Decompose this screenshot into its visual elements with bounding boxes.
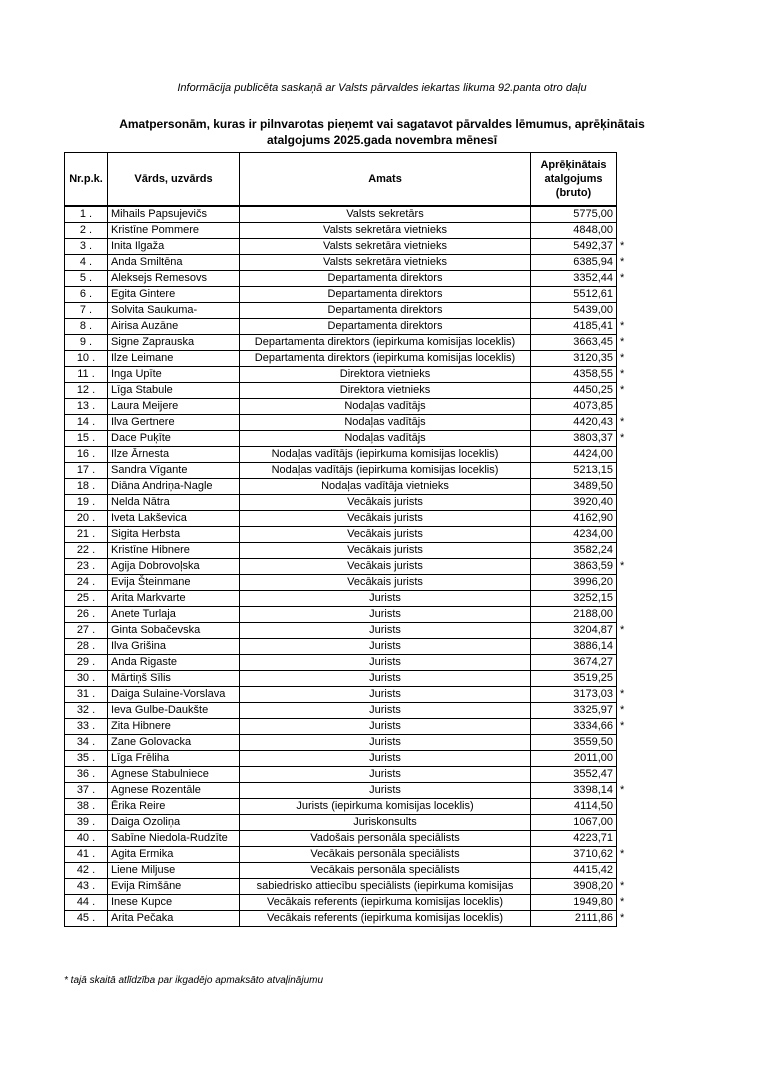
row-salary: 4234,00 <box>531 526 617 542</box>
row-name: Mihails Papsujevičs <box>108 206 240 223</box>
row-salary: 5512,61 <box>531 286 617 302</box>
table-row <box>65 718 631 734</box>
row-name: Ieva Gulbe-Daukšte <box>108 702 240 718</box>
row-name: Dace Puķīte <box>108 430 240 446</box>
row-position: Vecākais jurists <box>240 558 531 574</box>
row-name: Daiga Ozoliņa <box>108 814 240 830</box>
row-number: 44 . <box>65 894 108 910</box>
row-position: Vecākais referents (iepirkuma komisijas loceklis) <box>240 894 531 910</box>
header-position: Amats <box>240 153 531 206</box>
row-number: 7 . <box>65 302 108 318</box>
row-salary: 3252,15 <box>531 590 617 606</box>
row-position: Jurists <box>240 718 531 734</box>
row-note-mark: * <box>620 719 625 732</box>
table-row <box>65 510 631 526</box>
row-number: 31 . <box>65 686 108 702</box>
row-note-mark <box>617 734 631 750</box>
row-name: Ilva Grišina <box>108 638 240 654</box>
table-row <box>65 814 631 830</box>
row-name: Ilva Gertnere <box>108 414 240 430</box>
row-position: Vecākais personāla speciālists <box>240 862 531 878</box>
salary-table <box>64 152 631 927</box>
table-row <box>65 494 631 510</box>
row-salary: 4073,85 <box>531 398 617 414</box>
row-position: Nodaļas vadītājs <box>240 430 531 446</box>
row-name: Liene Miljuse <box>108 862 240 878</box>
row-salary: 5492,37 <box>531 238 617 254</box>
row-number: 1 . <box>65 206 108 223</box>
table-row <box>65 574 631 590</box>
row-name: Ginta Sobačevska <box>108 622 240 638</box>
row-name: Ērika Reire <box>108 798 240 814</box>
table-row <box>65 590 631 606</box>
title-line-1: Amatpersonām, kuras ir pilnvarotas pieņemt vai sagatavot pārvaldes lēmumus, aprēķinātais <box>119 117 645 131</box>
row-note-mark <box>617 462 631 478</box>
row-name: Kristīne Hibnere <box>108 542 240 558</box>
row-number: 11 . <box>65 366 108 382</box>
row-position: Departamenta direktors <box>240 318 531 334</box>
row-number: 9 . <box>65 334 108 350</box>
row-number: 38 . <box>65 798 108 814</box>
row-note-mark <box>617 766 631 782</box>
row-position: Jurists <box>240 590 531 606</box>
row-name: Līga Frēliha <box>108 750 240 766</box>
row-position: Jurists <box>240 750 531 766</box>
row-note-mark: * <box>620 319 625 332</box>
row-salary: 3886,14 <box>531 638 617 654</box>
row-note-mark <box>617 478 631 494</box>
row-salary: 3120,35 <box>531 350 617 366</box>
table-row <box>65 622 631 638</box>
row-salary: 4424,00 <box>531 446 617 462</box>
row-number: 16 . <box>65 446 108 462</box>
row-name: Sabīne Niedola-Rudzīte <box>108 830 240 846</box>
row-position: Jurists <box>240 702 531 718</box>
row-salary: 4114,50 <box>531 798 617 814</box>
table-row <box>65 702 631 718</box>
row-salary: 4450,25 <box>531 382 617 398</box>
row-position: Vecākais jurists <box>240 574 531 590</box>
row-position: Nodaļas vadītāja vietnieks <box>240 478 531 494</box>
row-number: 45 . <box>65 910 108 926</box>
table-row <box>65 478 631 494</box>
row-name: Mārtiņš Sīlis <box>108 670 240 686</box>
header-mark-spacer <box>617 153 631 206</box>
row-salary: 4162,90 <box>531 510 617 526</box>
table-row <box>65 462 631 478</box>
row-position: Departamenta direktors <box>240 302 531 318</box>
row-position: Juriskonsults <box>240 814 531 830</box>
row-salary: 5439,00 <box>531 302 617 318</box>
row-number: 36 . <box>65 766 108 782</box>
row-number: 5 . <box>65 270 108 286</box>
table-row <box>65 526 631 542</box>
row-number: 41 . <box>65 846 108 862</box>
row-note-mark <box>617 510 631 526</box>
row-position: Direktora vietnieks <box>240 366 531 382</box>
row-salary: 4223,71 <box>531 830 617 846</box>
row-number: 4 . <box>65 254 108 270</box>
table-row <box>65 654 631 670</box>
table-row <box>65 894 631 910</box>
row-name: Signe Zaprauska <box>108 334 240 350</box>
row-note-mark: * <box>620 239 625 252</box>
row-name: Anda Rigaste <box>108 654 240 670</box>
row-name: Evija Rimšāne <box>108 878 240 894</box>
row-note-mark <box>617 302 631 318</box>
row-number: 25 . <box>65 590 108 606</box>
row-name: Sigita Herbsta <box>108 526 240 542</box>
row-salary: 3552,47 <box>531 766 617 782</box>
row-number: 23 . <box>65 558 108 574</box>
table-row <box>65 734 631 750</box>
row-note-mark: * <box>620 559 625 572</box>
table-body <box>65 206 631 927</box>
row-number: 8 . <box>65 318 108 334</box>
row-position: Nodaļas vadītājs <box>240 414 531 430</box>
row-name: Agita Ermika <box>108 846 240 862</box>
row-number: 27 . <box>65 622 108 638</box>
legal-note: Informācija publicēta saskaņā ar Valsts pārvaldes iekartas likuma 92.panta otro daļu <box>177 82 587 94</box>
row-number: 20 . <box>65 510 108 526</box>
row-note-mark: * <box>620 847 625 860</box>
row-salary: 3674,27 <box>531 654 617 670</box>
row-position: Valsts sekretāra vietnieks <box>240 254 531 270</box>
row-number: 15 . <box>65 430 108 446</box>
row-note-mark: * <box>620 895 625 908</box>
row-position: Vecākais jurists <box>240 510 531 526</box>
row-salary: 3863,59 <box>531 558 617 574</box>
row-name: Anda Smiltēna <box>108 254 240 270</box>
row-number: 17 . <box>65 462 108 478</box>
row-name: Daiga Sulaine-Vorslava <box>108 686 240 702</box>
row-name: Egita Gintere <box>108 286 240 302</box>
row-position: Nodaļas vadītājs (iepirkuma komisijas loceklis) <box>240 446 531 462</box>
row-position: Valsts sekretārs <box>240 206 531 223</box>
row-number: 28 . <box>65 638 108 654</box>
table-row <box>65 782 631 798</box>
row-note-mark: * <box>620 367 625 380</box>
table-row <box>65 862 631 878</box>
row-note-mark <box>617 286 631 302</box>
row-position: Jurists <box>240 734 531 750</box>
row-name: Diāna Andriņa-Nagle <box>108 478 240 494</box>
row-number: 13 . <box>65 398 108 414</box>
row-note-mark: * <box>620 383 625 396</box>
row-position: Vadošais personāla speciālists <box>240 830 531 846</box>
table-row <box>65 222 631 238</box>
row-note-mark: * <box>620 623 625 636</box>
row-name: Airisa Auzāne <box>108 318 240 334</box>
table-row <box>65 750 631 766</box>
row-number: 19 . <box>65 494 108 510</box>
row-salary: 1949,80 <box>531 894 617 910</box>
row-number: 39 . <box>65 814 108 830</box>
row-position: Jurists <box>240 654 531 670</box>
row-salary: 3489,50 <box>531 478 617 494</box>
row-position: Departamenta direktors <box>240 286 531 302</box>
row-position: Nodaļas vadītājs <box>240 398 531 414</box>
row-note-mark <box>617 526 631 542</box>
row-number: 29 . <box>65 654 108 670</box>
row-note-mark <box>617 862 631 878</box>
row-note-mark: * <box>620 703 625 716</box>
row-position: Departamenta direktors <box>240 270 531 286</box>
row-number: 10 . <box>65 350 108 366</box>
row-note-mark: * <box>620 255 625 268</box>
table-row <box>65 846 631 862</box>
row-position: Vecākais jurists <box>240 542 531 558</box>
row-name: Anete Turlaja <box>108 606 240 622</box>
table-row <box>65 350 631 366</box>
row-position: Jurists <box>240 622 531 638</box>
table-row <box>65 238 631 254</box>
row-position: Vecākais referents (iepirkuma komisijas loceklis) <box>240 910 531 926</box>
row-name: Zane Golovacka <box>108 734 240 750</box>
document-title <box>90 116 674 148</box>
row-salary: 3920,40 <box>531 494 617 510</box>
row-number: 33 . <box>65 718 108 734</box>
row-position: Vecākais jurists <box>240 494 531 510</box>
row-salary: 3908,20 <box>531 878 617 894</box>
row-name: Ilze Ārnesta <box>108 446 240 462</box>
row-position: Nodaļas vadītājs (iepirkuma komisijas loceklis) <box>240 462 531 478</box>
row-note-mark <box>617 574 631 590</box>
row-position: Jurists <box>240 670 531 686</box>
table-row <box>65 830 631 846</box>
row-salary: 3352,44 <box>531 270 617 286</box>
row-number: 22 . <box>65 542 108 558</box>
row-note-mark: * <box>620 351 625 364</box>
row-number: 2 . <box>65 222 108 238</box>
row-note-mark <box>617 606 631 622</box>
row-salary: 3710,62 <box>531 846 617 862</box>
row-position: Vecākais personāla speciālists <box>240 846 531 862</box>
table-row <box>65 878 631 894</box>
row-note-mark: * <box>620 783 625 796</box>
row-number: 40 . <box>65 830 108 846</box>
title-line-2: atalgojums 2025.gada novembra mēnesī <box>266 133 498 147</box>
table-row <box>65 254 631 270</box>
row-note-mark <box>617 398 631 414</box>
row-name: Arita Markvarte <box>108 590 240 606</box>
row-number: 6 . <box>65 286 108 302</box>
row-salary: 6385,94 <box>531 254 617 270</box>
row-note-mark <box>617 590 631 606</box>
header-nr: Nr.p.k. <box>65 153 108 206</box>
row-note-mark <box>617 638 631 654</box>
row-name: Laura Meijere <box>108 398 240 414</box>
table-row <box>65 446 631 462</box>
row-salary: 3204,87 <box>531 622 617 638</box>
row-position: Valsts sekretāra vietnieks <box>240 222 531 238</box>
row-name: Sandra Vīgante <box>108 462 240 478</box>
row-position: Departamenta direktors (iepirkuma komisijas loceklis) <box>240 334 531 350</box>
row-number: 24 . <box>65 574 108 590</box>
table-row <box>65 430 631 446</box>
row-name: Nelda Nātra <box>108 494 240 510</box>
row-salary: 3559,50 <box>531 734 617 750</box>
row-salary: 3663,45 <box>531 334 617 350</box>
row-salary: 2011,00 <box>531 750 617 766</box>
table-row <box>65 686 631 702</box>
row-position: Jurists <box>240 782 531 798</box>
row-name: Solvita Saukuma- <box>108 302 240 318</box>
row-salary: 4185,41 <box>531 318 617 334</box>
row-number: 37 . <box>65 782 108 798</box>
row-name: Inga Upīte <box>108 366 240 382</box>
table-row <box>65 206 631 223</box>
row-name: Iveta Lakševica <box>108 510 240 526</box>
row-note-mark <box>617 222 631 238</box>
header-salary: Aprēķinātais atalgojums (bruto) <box>531 153 617 206</box>
row-number: 34 . <box>65 734 108 750</box>
row-note-mark <box>617 654 631 670</box>
table-row <box>65 606 631 622</box>
row-note-mark: * <box>620 911 625 924</box>
table-row <box>65 638 631 654</box>
table-row <box>65 286 631 302</box>
row-position: Jurists <box>240 606 531 622</box>
row-salary: 3803,37 <box>531 430 617 446</box>
row-note-mark <box>617 750 631 766</box>
row-name: Līga Stabule <box>108 382 240 398</box>
table-row <box>65 318 631 334</box>
table-row <box>65 558 631 574</box>
row-salary: 3582,24 <box>531 542 617 558</box>
row-note-mark <box>617 670 631 686</box>
row-note-mark <box>617 446 631 462</box>
table-row <box>65 366 631 382</box>
row-number: 42 . <box>65 862 108 878</box>
row-position: Vecākais jurists <box>240 526 531 542</box>
row-position: Departamenta direktors (iepirkuma komisijas loceklis) <box>240 350 531 366</box>
row-number: 21 . <box>65 526 108 542</box>
row-note-mark: * <box>620 687 625 700</box>
row-salary: 2188,00 <box>531 606 617 622</box>
row-name: Agnese Stabulniece <box>108 766 240 782</box>
row-position: Jurists (iepirkuma komisijas loceklis) <box>240 798 531 814</box>
row-salary: 3334,66 <box>531 718 617 734</box>
table-header-row <box>65 153 631 206</box>
row-note-mark: * <box>620 415 625 428</box>
table-row <box>65 334 631 350</box>
row-name: Agija Dobrovoļska <box>108 558 240 574</box>
row-salary: 3173,03 <box>531 686 617 702</box>
row-salary: 3398,14 <box>531 782 617 798</box>
row-name: Inese Kupce <box>108 894 240 910</box>
row-number: 43 . <box>65 878 108 894</box>
table-row <box>65 398 631 414</box>
row-name: Kristīne Pommere <box>108 222 240 238</box>
row-number: 3 . <box>65 238 108 254</box>
row-salary: 3519,25 <box>531 670 617 686</box>
row-name: Inita Ilgaža <box>108 238 240 254</box>
row-note-mark: * <box>620 271 625 284</box>
row-number: 26 . <box>65 606 108 622</box>
row-number: 18 . <box>65 478 108 494</box>
row-note-mark: * <box>620 431 625 444</box>
row-number: 32 . <box>65 702 108 718</box>
row-number: 30 . <box>65 670 108 686</box>
row-name: Aleksejs Remesovs <box>108 270 240 286</box>
table-row <box>65 766 631 782</box>
row-name: Evija Šteinmane <box>108 574 240 590</box>
row-name: Arita Pečaka <box>108 910 240 926</box>
row-name: Agnese Rozentāle <box>108 782 240 798</box>
row-position: Jurists <box>240 686 531 702</box>
footnote: * tajā skaitā atlīdzība par ikgadējo apmaksāto atvaļinājumu <box>64 975 324 986</box>
row-name: Zita Hibnere <box>108 718 240 734</box>
row-salary: 2111,86 <box>531 910 617 926</box>
row-note-mark <box>617 798 631 814</box>
table-row <box>65 302 631 318</box>
row-name: Ilze Leimane <box>108 350 240 366</box>
row-note-mark <box>617 206 631 223</box>
row-position: sabiedrisko attiecību speciālists (iepirkuma komisijas <box>240 878 531 894</box>
row-number: 35 . <box>65 750 108 766</box>
row-salary: 4420,43 <box>531 414 617 430</box>
table-row <box>65 270 631 286</box>
row-note-mark <box>617 494 631 510</box>
row-salary: 4358,55 <box>531 366 617 382</box>
row-salary: 5775,00 <box>531 206 617 223</box>
row-note-mark: * <box>620 879 625 892</box>
table-row <box>65 910 631 926</box>
row-salary: 1067,00 <box>531 814 617 830</box>
row-salary: 3996,20 <box>531 574 617 590</box>
row-number: 12 . <box>65 382 108 398</box>
row-position: Valsts sekretāra vietnieks <box>240 238 531 254</box>
row-note-mark <box>617 542 631 558</box>
row-number: 14 . <box>65 414 108 430</box>
row-note-mark: * <box>620 335 625 348</box>
row-salary: 4848,00 <box>531 222 617 238</box>
header-name: Vārds, uzvārds <box>108 153 240 206</box>
table-row <box>65 798 631 814</box>
row-position: Jurists <box>240 638 531 654</box>
table-row <box>65 382 631 398</box>
row-salary: 3325,97 <box>531 702 617 718</box>
table-row <box>65 670 631 686</box>
row-note-mark <box>617 830 631 846</box>
row-note-mark <box>617 814 631 830</box>
table-row <box>65 414 631 430</box>
row-salary: 4415,42 <box>531 862 617 878</box>
row-position: Direktora vietnieks <box>240 382 531 398</box>
table-row <box>65 542 631 558</box>
row-position: Jurists <box>240 766 531 782</box>
row-salary: 5213,15 <box>531 462 617 478</box>
